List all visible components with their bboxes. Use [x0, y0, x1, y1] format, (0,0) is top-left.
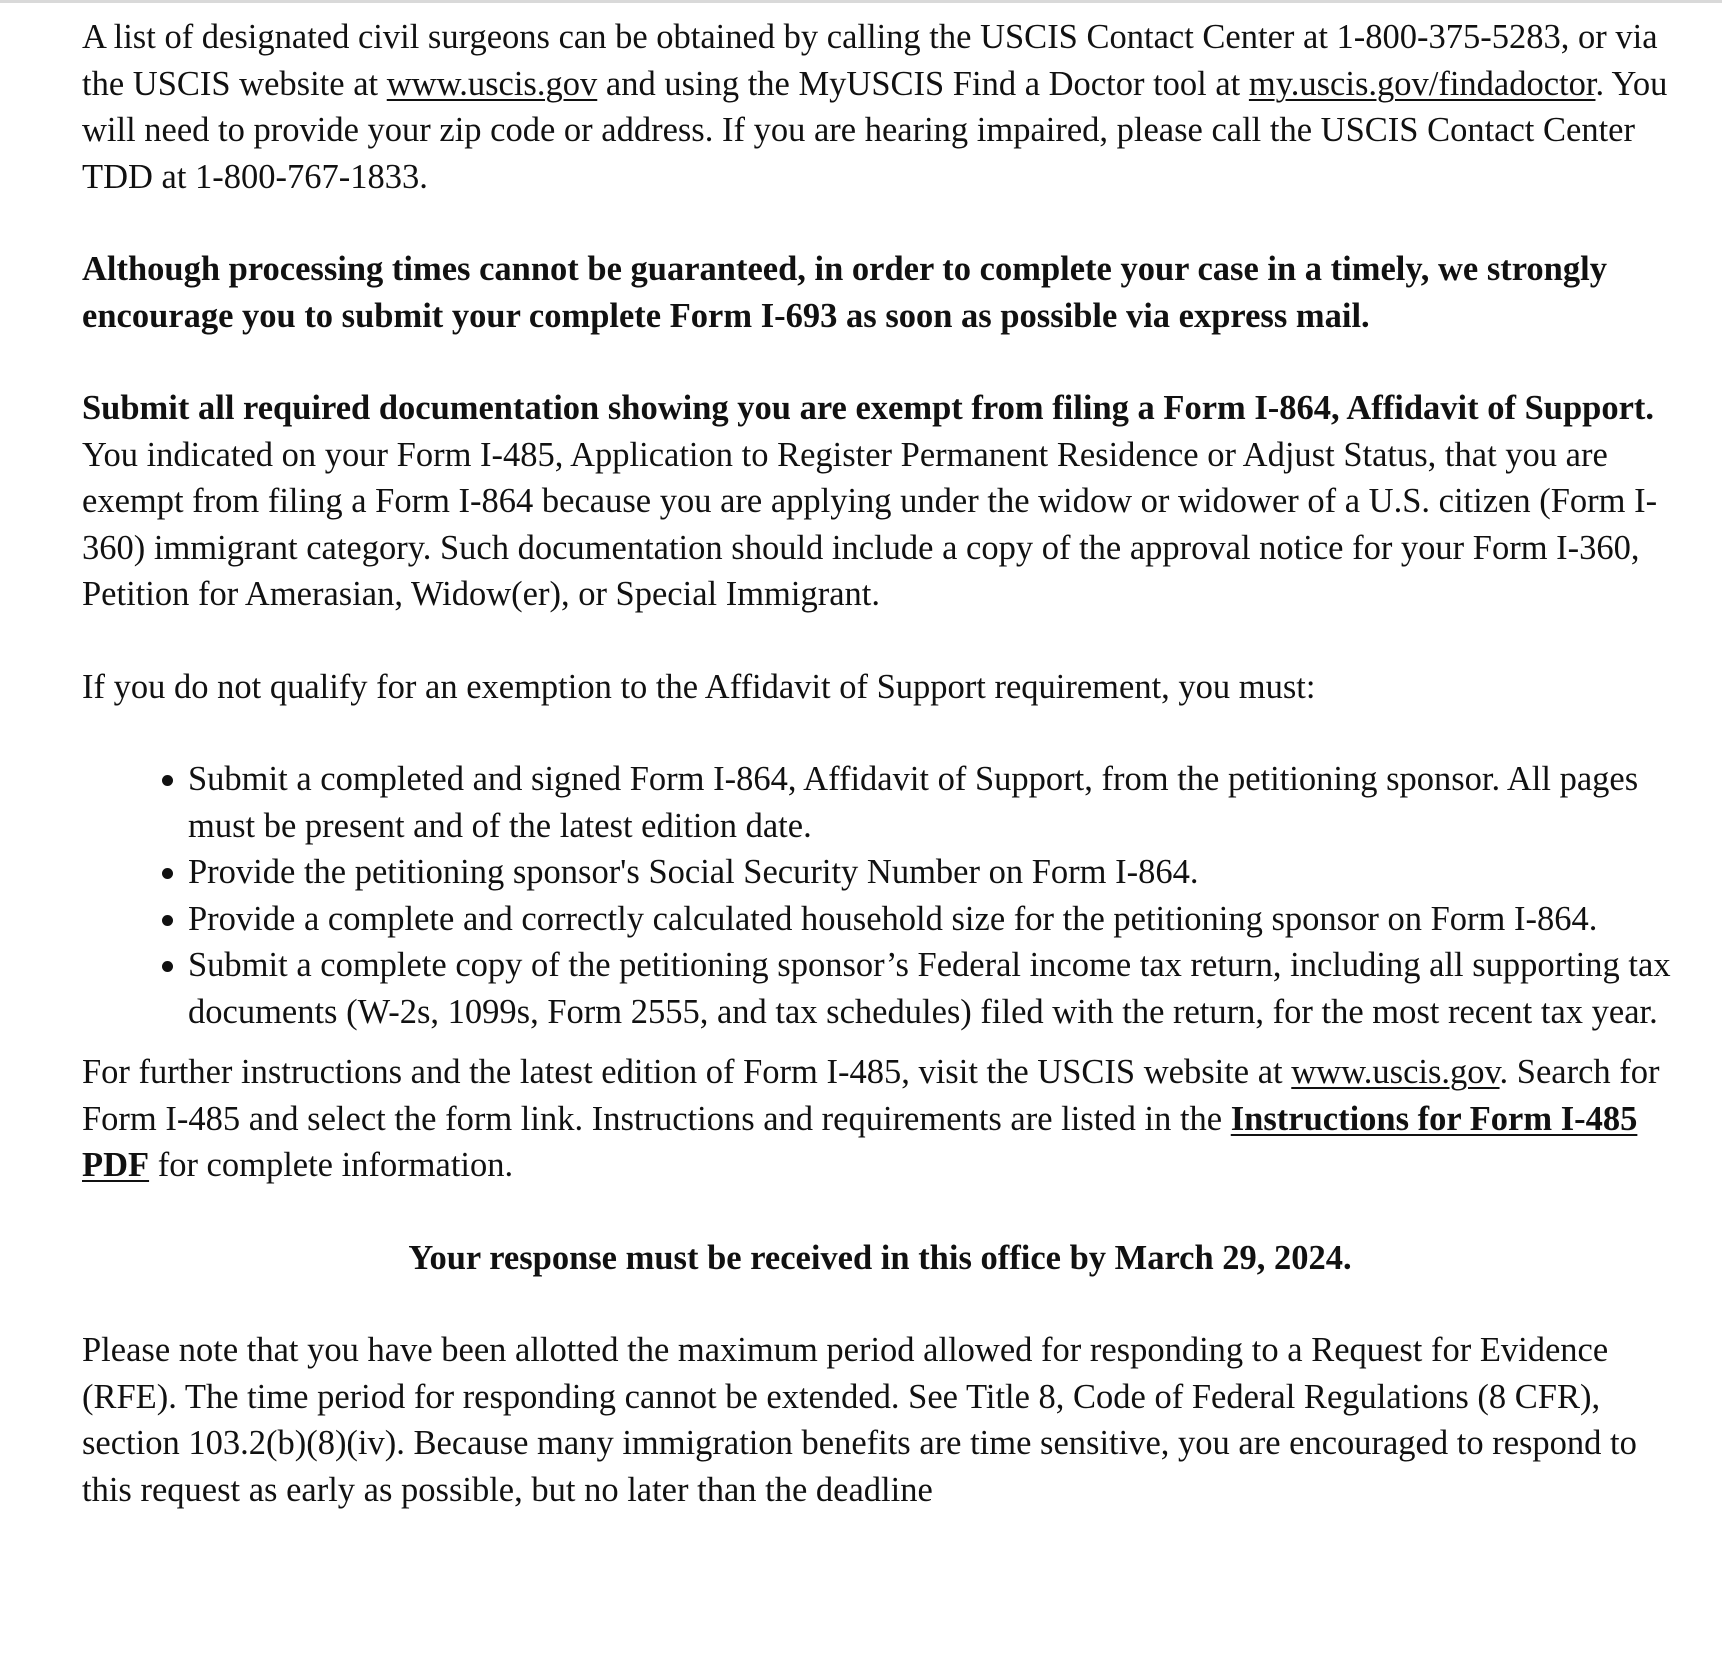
further-instructions-paragraph — [82, 1049, 1682, 1189]
list-item — [188, 942, 1682, 1035]
instructions-pdf-link[interactable]: Instructions for Form I-485 PDF — [82, 1099, 1638, 1184]
further-instructions-text-1: For further instructions and the latest edition of Form I-485, visit the USCIS website at — [82, 1053, 1292, 1091]
letter-page — [82, 14, 1682, 1513]
uscis-website-link-2[interactable]: www.uscis.gov — [1291, 1053, 1500, 1091]
list-item — [188, 756, 1682, 849]
response-deadline — [82, 1235, 1682, 1282]
bullet-icon — [162, 961, 173, 972]
list-item-text: Provide the petitioning sponsor's Social Security Number on Form I-864. — [188, 853, 1199, 891]
further-instructions-text-3: for complete information. — [149, 1146, 514, 1184]
bullet-icon — [162, 775, 173, 786]
top-edge-rule — [0, 0, 1722, 3]
requirements-list — [82, 756, 1682, 1035]
civil-surgeon-text-1: A list of designated civil surgeons can be obtained by calling the USCIS Contact Center at 1-800-375-5283, or via the USCIS website at — [82, 18, 1658, 103]
no-exemption-intro-text: If you do not qualify for an exemption to the Affidavit of Support requirement, you must: — [82, 667, 1316, 706]
list-item — [188, 849, 1682, 896]
civil-surgeon-text-2: and using the MyUSCIS Find a Doctor tool at — [597, 64, 1249, 103]
processing-times-paragraph — [82, 246, 1682, 339]
affidavit-exemption-heading: Submit all required documentation showing you are exempt from filing a Form I-864, Affidavit of Support. — [82, 389, 1655, 427]
rfe-period-paragraph — [82, 1327, 1682, 1513]
no-exemption-intro — [82, 664, 1682, 711]
civil-surgeon-text-3: . You will need to provide your zip code or address. If you are hearing impaired, please call the USCIS Contact Center TDD at 1-800-767-1833. — [82, 64, 1668, 196]
affidavit-exemption-paragraph — [82, 385, 1682, 618]
bullet-icon — [162, 915, 173, 926]
civil-surgeon-paragraph — [82, 14, 1682, 200]
list-item-text: Provide a complete and correctly calculated household size for the petitioning sponsor on Form I-864. — [188, 899, 1598, 938]
bullet-icon — [162, 868, 173, 879]
affidavit-exemption-text: You indicated on your Form I-485, Application to Register Permanent Residence or Adjust Status, that you are exempt from filing a Form I-864 because you are applying under the widow or widower of a U.S. citizen (Form I-360) immigrant category. Such documentation should include a copy of the approval notice for your Form I-360, Petition for Amerasian, Widow(er), or Special Immigrant. — [82, 435, 1658, 613]
find-a-doctor-link[interactable]: my.uscis.gov/findadoctor — [1248, 64, 1596, 103]
list-item-text: Submit a complete copy of the petitioning sponsor’s Federal income tax return, including all supporting tax documents (W-2s, 1099s, Form 2555, and tax schedules) filed with the return, for the most recent tax year. — [188, 946, 1671, 1031]
list-item-text: Submit a completed and signed Form I-864, Affidavit of Support, from the petitioning sponsor. All pages must be present and of the latest edition date. — [188, 760, 1639, 845]
further-instructions-text-2: . Search for Form I-485 and select the form link. Instructions and requirements are listed in the — [82, 1053, 1660, 1138]
list-item — [188, 896, 1682, 943]
rfe-period-text: Please note that you have been allotted the maximum period allowed for responding to a Request for Evidence (RFE). The time period for responding cannot be extended. See Title 8, Code of Federal Regulations (8 CFR), section 103.2(b)(8)(iv). Because many immigration benefits are time sensitive, you are encouraged to respond to this request as early as possible, but no later than the deadline — [82, 1331, 1637, 1509]
response-deadline-text: Your response must be received in this office by March 29, 2024. — [408, 1238, 1352, 1277]
uscis-website-link[interactable]: www.uscis.gov — [386, 64, 598, 103]
processing-times-bold: Although processing times cannot be guaranteed, in order to complete your case in a timely, we strongly encourage you to submit your complete Form I-693 as soon as possible via express mail. — [82, 250, 1607, 335]
